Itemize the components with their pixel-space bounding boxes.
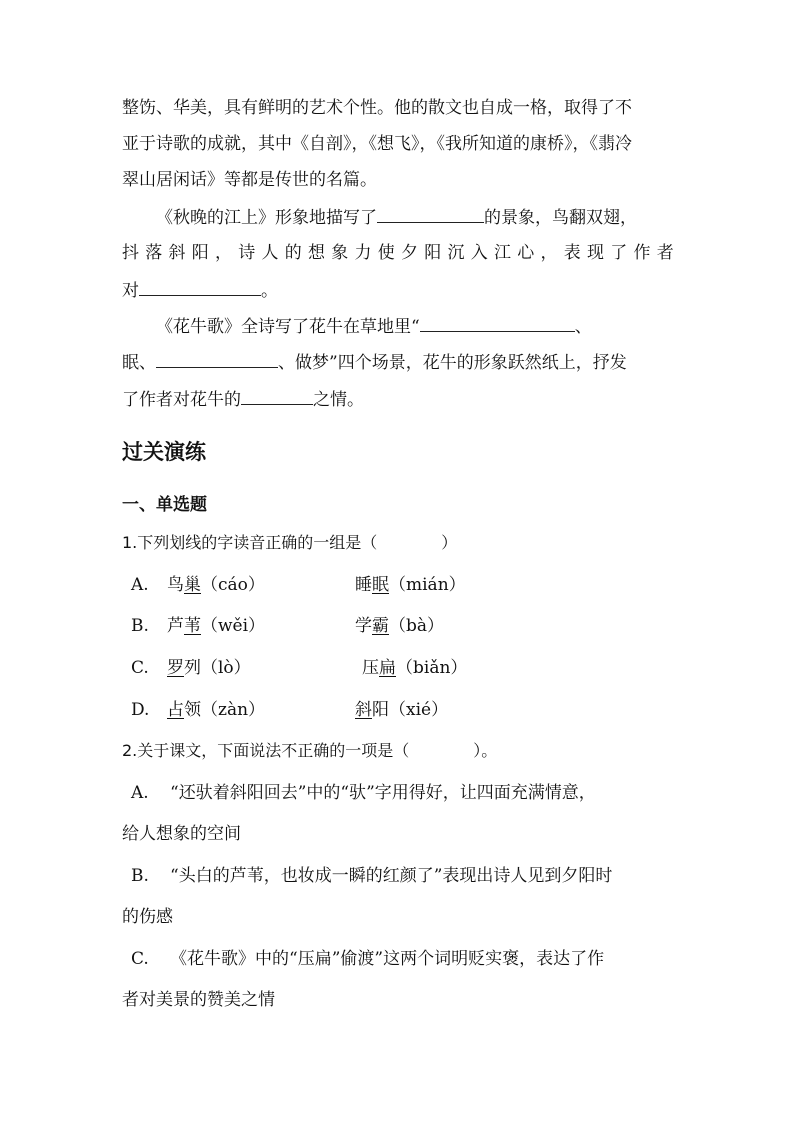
justified-char: 阳	[191, 243, 209, 263]
para2-text-c: 对	[122, 281, 139, 301]
pinyin: （lò）	[201, 658, 251, 678]
justified-char: 入	[470, 243, 488, 263]
pinyin: （xié）	[389, 700, 449, 720]
option-letter: B.	[131, 866, 149, 886]
q1-option-a-word-1	[167, 573, 265, 597]
justified-char: 江	[494, 243, 511, 263]
q2-option-b[interactable]	[131, 864, 149, 888]
underlined-char: 霸	[372, 616, 389, 636]
section-title: 过关演练	[122, 440, 206, 464]
justified-char: 的	[284, 243, 302, 263]
question-1-stem: 1.下列划线的字读音正确的一组是（ ）	[122, 533, 458, 552]
word-char: 芦	[167, 616, 184, 636]
q1-option-b-word-2	[355, 614, 444, 638]
word-char: 睡	[355, 575, 372, 595]
q1-option-a[interactable]	[131, 573, 149, 597]
para2-line-3	[122, 278, 278, 303]
intro-line-2: 亚于诗歌的成就，其中《自剖》，《想飞》，《我所知道的康桥》，《翡冷	[122, 134, 632, 154]
justified-char: 阳	[424, 243, 442, 263]
fill-blank-4[interactable]	[156, 350, 278, 368]
subsection-title: 一、单选题	[122, 495, 207, 515]
q1-option-b[interactable]	[131, 614, 149, 638]
pinyin: （bà）	[389, 616, 445, 636]
word-char: 列	[184, 658, 201, 678]
q1-option-d-word-1	[167, 698, 265, 722]
justified-char: 人	[261, 243, 279, 263]
para3-text-d: 、做梦”四个场景，花牛的形象跃然纸上，抒发	[278, 353, 627, 373]
option-letter: C.	[131, 658, 149, 678]
word-char: 阳	[372, 700, 389, 720]
justified-char: 斜	[168, 243, 186, 263]
q1-option-d-word-2	[355, 698, 448, 722]
justified-char: 夕	[401, 243, 418, 263]
justified-char: 力	[354, 243, 372, 263]
q1-option-c[interactable]	[131, 656, 149, 680]
justified-char: 作	[633, 243, 651, 263]
para2-text-d: 。	[261, 281, 278, 301]
pinyin: （cáo）	[201, 575, 265, 595]
para2-text-b: 的景象，鸟翻双翅，	[484, 208, 637, 228]
word-char: 学	[355, 616, 372, 636]
q2-option-c-text-1: 《花牛歌》中的“压扁”偷渡”这两个词明贬实褒，表达了作	[170, 949, 605, 969]
word-char: 压	[362, 658, 379, 678]
underlined-char: 扁	[379, 658, 396, 678]
para3-text-f: 之情。	[313, 390, 364, 410]
q1-option-a-word-2	[355, 573, 466, 597]
question-2-stem: 2.关于课文，下面说法不正确的一项是（ ）。	[122, 741, 498, 760]
underlined-char: 眠	[372, 575, 389, 595]
q2-option-a-text-1: “还驮着斜阳回去”中的“驮”字用得好，让四面充满情意，	[170, 783, 596, 803]
justified-char: 者	[656, 243, 674, 263]
pinyin: （zàn）	[201, 700, 266, 720]
justified-char: 象	[331, 243, 349, 263]
word-char: 鸟	[167, 575, 184, 595]
q1-option-d[interactable]	[131, 698, 149, 722]
underlined-char: 苇	[184, 616, 201, 636]
justified-char: 抖	[122, 243, 139, 263]
para3-line-3	[122, 387, 364, 412]
pinyin: （wěi）	[201, 616, 266, 636]
justified-char: 了	[610, 243, 628, 263]
para2-text-a: 《秋晚的江上》形象地描写了	[156, 208, 377, 228]
underlined-char: 斜	[355, 700, 372, 720]
q2-option-b-text-1: “头白的芦苇，也妆成一瞬的红颜了”表现出诗人见到夕阳时	[170, 866, 613, 886]
para3-text-c: 眠、	[122, 353, 156, 373]
justified-char: 沉	[447, 243, 465, 263]
option-letter: C.	[131, 949, 149, 969]
option-letter: B.	[131, 616, 149, 636]
fill-blank-2[interactable]	[139, 278, 261, 296]
para3-line-2	[122, 350, 627, 375]
underlined-char: 占	[167, 700, 184, 720]
para2-line-2	[122, 241, 674, 265]
q2-option-a[interactable]	[131, 781, 149, 805]
q2-option-a-text-2: 给人想象的空间	[122, 824, 241, 844]
q1-option-b-word-1	[167, 614, 265, 638]
fill-blank-3[interactable]	[420, 314, 575, 332]
para3-text-e: 了作者对花牛的	[122, 390, 241, 410]
fill-blank-5[interactable]	[241, 387, 313, 405]
q1-option-c-word-2	[362, 656, 467, 680]
word-char: 领	[184, 700, 201, 720]
q1-option-c-word-1	[167, 656, 251, 680]
underlined-char: 罗	[167, 658, 184, 678]
justified-char: 表	[563, 243, 581, 263]
intro-line-3: 翠山居闲话》等都是传世的名篇。	[122, 170, 377, 190]
option-letter: A.	[131, 783, 149, 803]
q2-option-c-text-2: 者对美景的赞美之情	[122, 990, 275, 1010]
underlined-char: 巢	[184, 575, 201, 595]
justified-char: ，	[540, 243, 558, 263]
justified-char: 诗	[238, 243, 256, 263]
justified-char: 心	[517, 243, 535, 263]
option-letter: A.	[131, 575, 149, 595]
intro-line-1: 整饬、华美，具有鲜明的艺术个性。他的散文也自成一格，取得了不	[122, 98, 632, 118]
para3-text-b: 、	[574, 317, 592, 337]
q2-option-b-text-2: 的伤感	[122, 907, 173, 927]
q2-option-c[interactable]	[131, 947, 149, 971]
pinyin: （biǎn）	[396, 658, 468, 678]
option-letter: D.	[131, 700, 150, 720]
justified-char: ，	[215, 243, 232, 263]
para3-line-1	[156, 314, 592, 339]
justified-char: 落	[145, 243, 163, 263]
justified-char: 使	[377, 243, 395, 263]
justified-char: 想	[308, 243, 325, 263]
fill-blank-1[interactable]	[377, 205, 484, 223]
pinyin: （mián）	[389, 575, 466, 595]
para3-text-a: 《花牛歌》全诗写了花牛在草地里“	[156, 317, 420, 337]
para2-line-1	[156, 205, 637, 230]
justified-char: 现	[587, 243, 604, 263]
